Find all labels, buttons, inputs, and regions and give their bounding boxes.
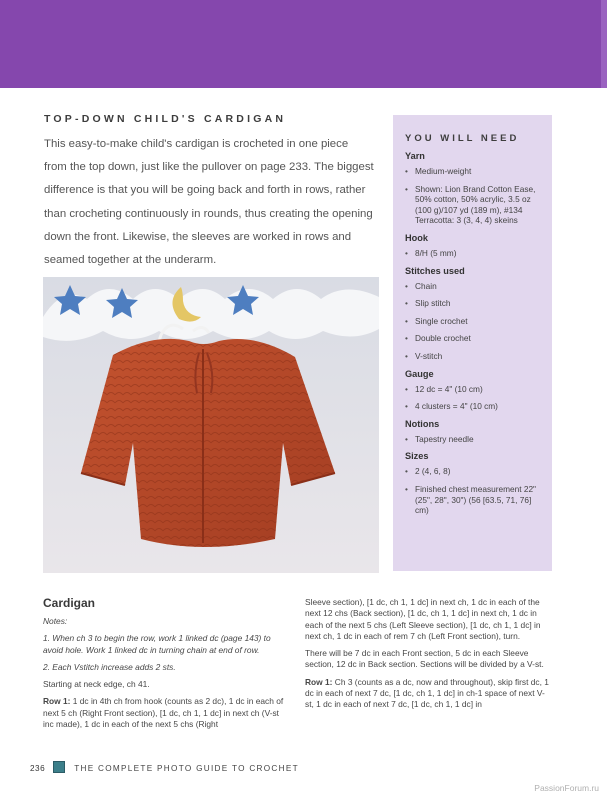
intro-paragraph: This easy-to-make child's cardigan is crocheted in one piece from the top down, just like the pullover on page 233. The biggest difference is that you will be going back and forth in rows, rather than crocheting continuously in rounds, thus creating the opening down the front. Likewise, the sleeves are worked in rows and seamed together at the underarm. — [44, 138, 374, 267]
pattern-column-left — [43, 616, 291, 736]
hook-heading: Hook — [405, 232, 428, 243]
notions-heading: Notions — [405, 418, 440, 429]
row-1-instruction — [43, 696, 291, 730]
row-text: Ch 3 (counts as a dc, now and throughout), skip first dc, 1 dc in each of next 7 dc, [1 dc, ch 1, 1 dc] in ch-1 space of next V-st, 1 dc in each of next 7 dc, [1 dc, ch 1, 1 dc] in — [305, 676, 549, 710]
gauge-heading: Gauge — [405, 368, 434, 379]
gauge-list — [405, 384, 547, 412]
list-item: • Medium-weight — [405, 166, 547, 177]
header-band-edge — [601, 0, 607, 88]
list-item: • Chain — [405, 281, 547, 292]
note-1: 1. When ch 3 to begin the row, work 1 linked dc (page 143) to avoid hole. Work 1 linked dc in turning chain at end of row. — [43, 633, 271, 655]
notions-list — [405, 434, 547, 445]
pattern-heading: Cardigan — [43, 596, 96, 610]
header-band — [0, 0, 607, 88]
notes-label: Notes: — [43, 616, 68, 626]
watermark: PassionForum.ru — [534, 783, 599, 793]
book-title: THE COMPLETE PHOTO GUIDE TO CROCHET — [74, 764, 299, 773]
row-1-continued: Sleeve section), [1 dc, ch 1, 1 dc] in next ch, 1 dc in each of the next 12 chs (Back section), [1 dc, ch 1, 1 dc] in next ch, 1 dc in each of the next 5 chs (Left Sleeve section), [1 dc, ch 1, 1 dc] in next ch, 1 dc in each of rem 7 ch (Left Front section), turn. — [305, 597, 541, 641]
sidebar-title: YOU WILL NEED — [405, 133, 520, 144]
list-item: • Finished chest measurement 22" (25", 28", 30") (56 [63.5, 71, 76] cm) — [405, 484, 547, 516]
list-item: • Double crochet — [405, 333, 547, 344]
list-item: • 4 clusters = 4" (10 cm) — [405, 401, 547, 412]
sizes-list — [405, 466, 547, 515]
pattern-column-right — [305, 597, 553, 717]
page-footer — [30, 761, 299, 773]
row-text: 1 dc in 4th ch from hook (counts as 2 dc), 1 dc in each of next 5 ch (Right Front section), [1 dc, ch 1, 1 dc] in next ch (V-st inc made), 1 dc in each of the next 5 chs (Right — [43, 696, 284, 730]
note-2: 2. Each Vstitch increase adds 2 sts. — [43, 661, 176, 672]
row-label: Row 1: — [305, 676, 333, 687]
list-item: • 2 (4, 6, 8) — [405, 466, 547, 477]
list-item: • V-stitch — [405, 351, 547, 362]
yarn-heading: Yarn — [405, 151, 425, 161]
stitches-heading: Stitches used — [405, 265, 465, 276]
sizes-heading: Sizes — [405, 451, 429, 462]
list-item: • Shown: Lion Brand Cotton Ease, 50% cotton, 50% acrylic, 3.5 oz (100 g)/107 yd (189 m), #134 Terracotta: 3 (3, 4, 4) skeins — [405, 184, 547, 226]
article-title: TOP-DOWN CHILD'S CARDIGAN — [44, 113, 287, 125]
list-item: • 12 dc = 4" (10 cm) — [405, 384, 547, 395]
list-item: • 8/H (5 mm) — [405, 248, 547, 259]
yarn-list — [405, 166, 547, 226]
start-instruction: Starting at neck edge, ch 41. — [43, 679, 150, 690]
row-instruction — [305, 677, 553, 711]
cardigan-photo — [43, 277, 379, 573]
book-icon — [53, 761, 65, 773]
list-item: • Single crochet — [405, 316, 547, 327]
section-count-note: There will be 7 dc in each Front section, 5 dc in each Sleeve section, 12 dc in Back section. Sections will be divided by a V-st. — [305, 648, 544, 670]
materials-sidebar — [393, 115, 552, 571]
row-label: Row 1: — [43, 696, 71, 707]
list-item: • Slip stitch — [405, 298, 547, 309]
hook-list — [405, 248, 547, 259]
page-number: 236 — [30, 764, 46, 773]
list-item: • Tapestry needle — [405, 434, 547, 445]
stitches-list — [405, 281, 547, 362]
